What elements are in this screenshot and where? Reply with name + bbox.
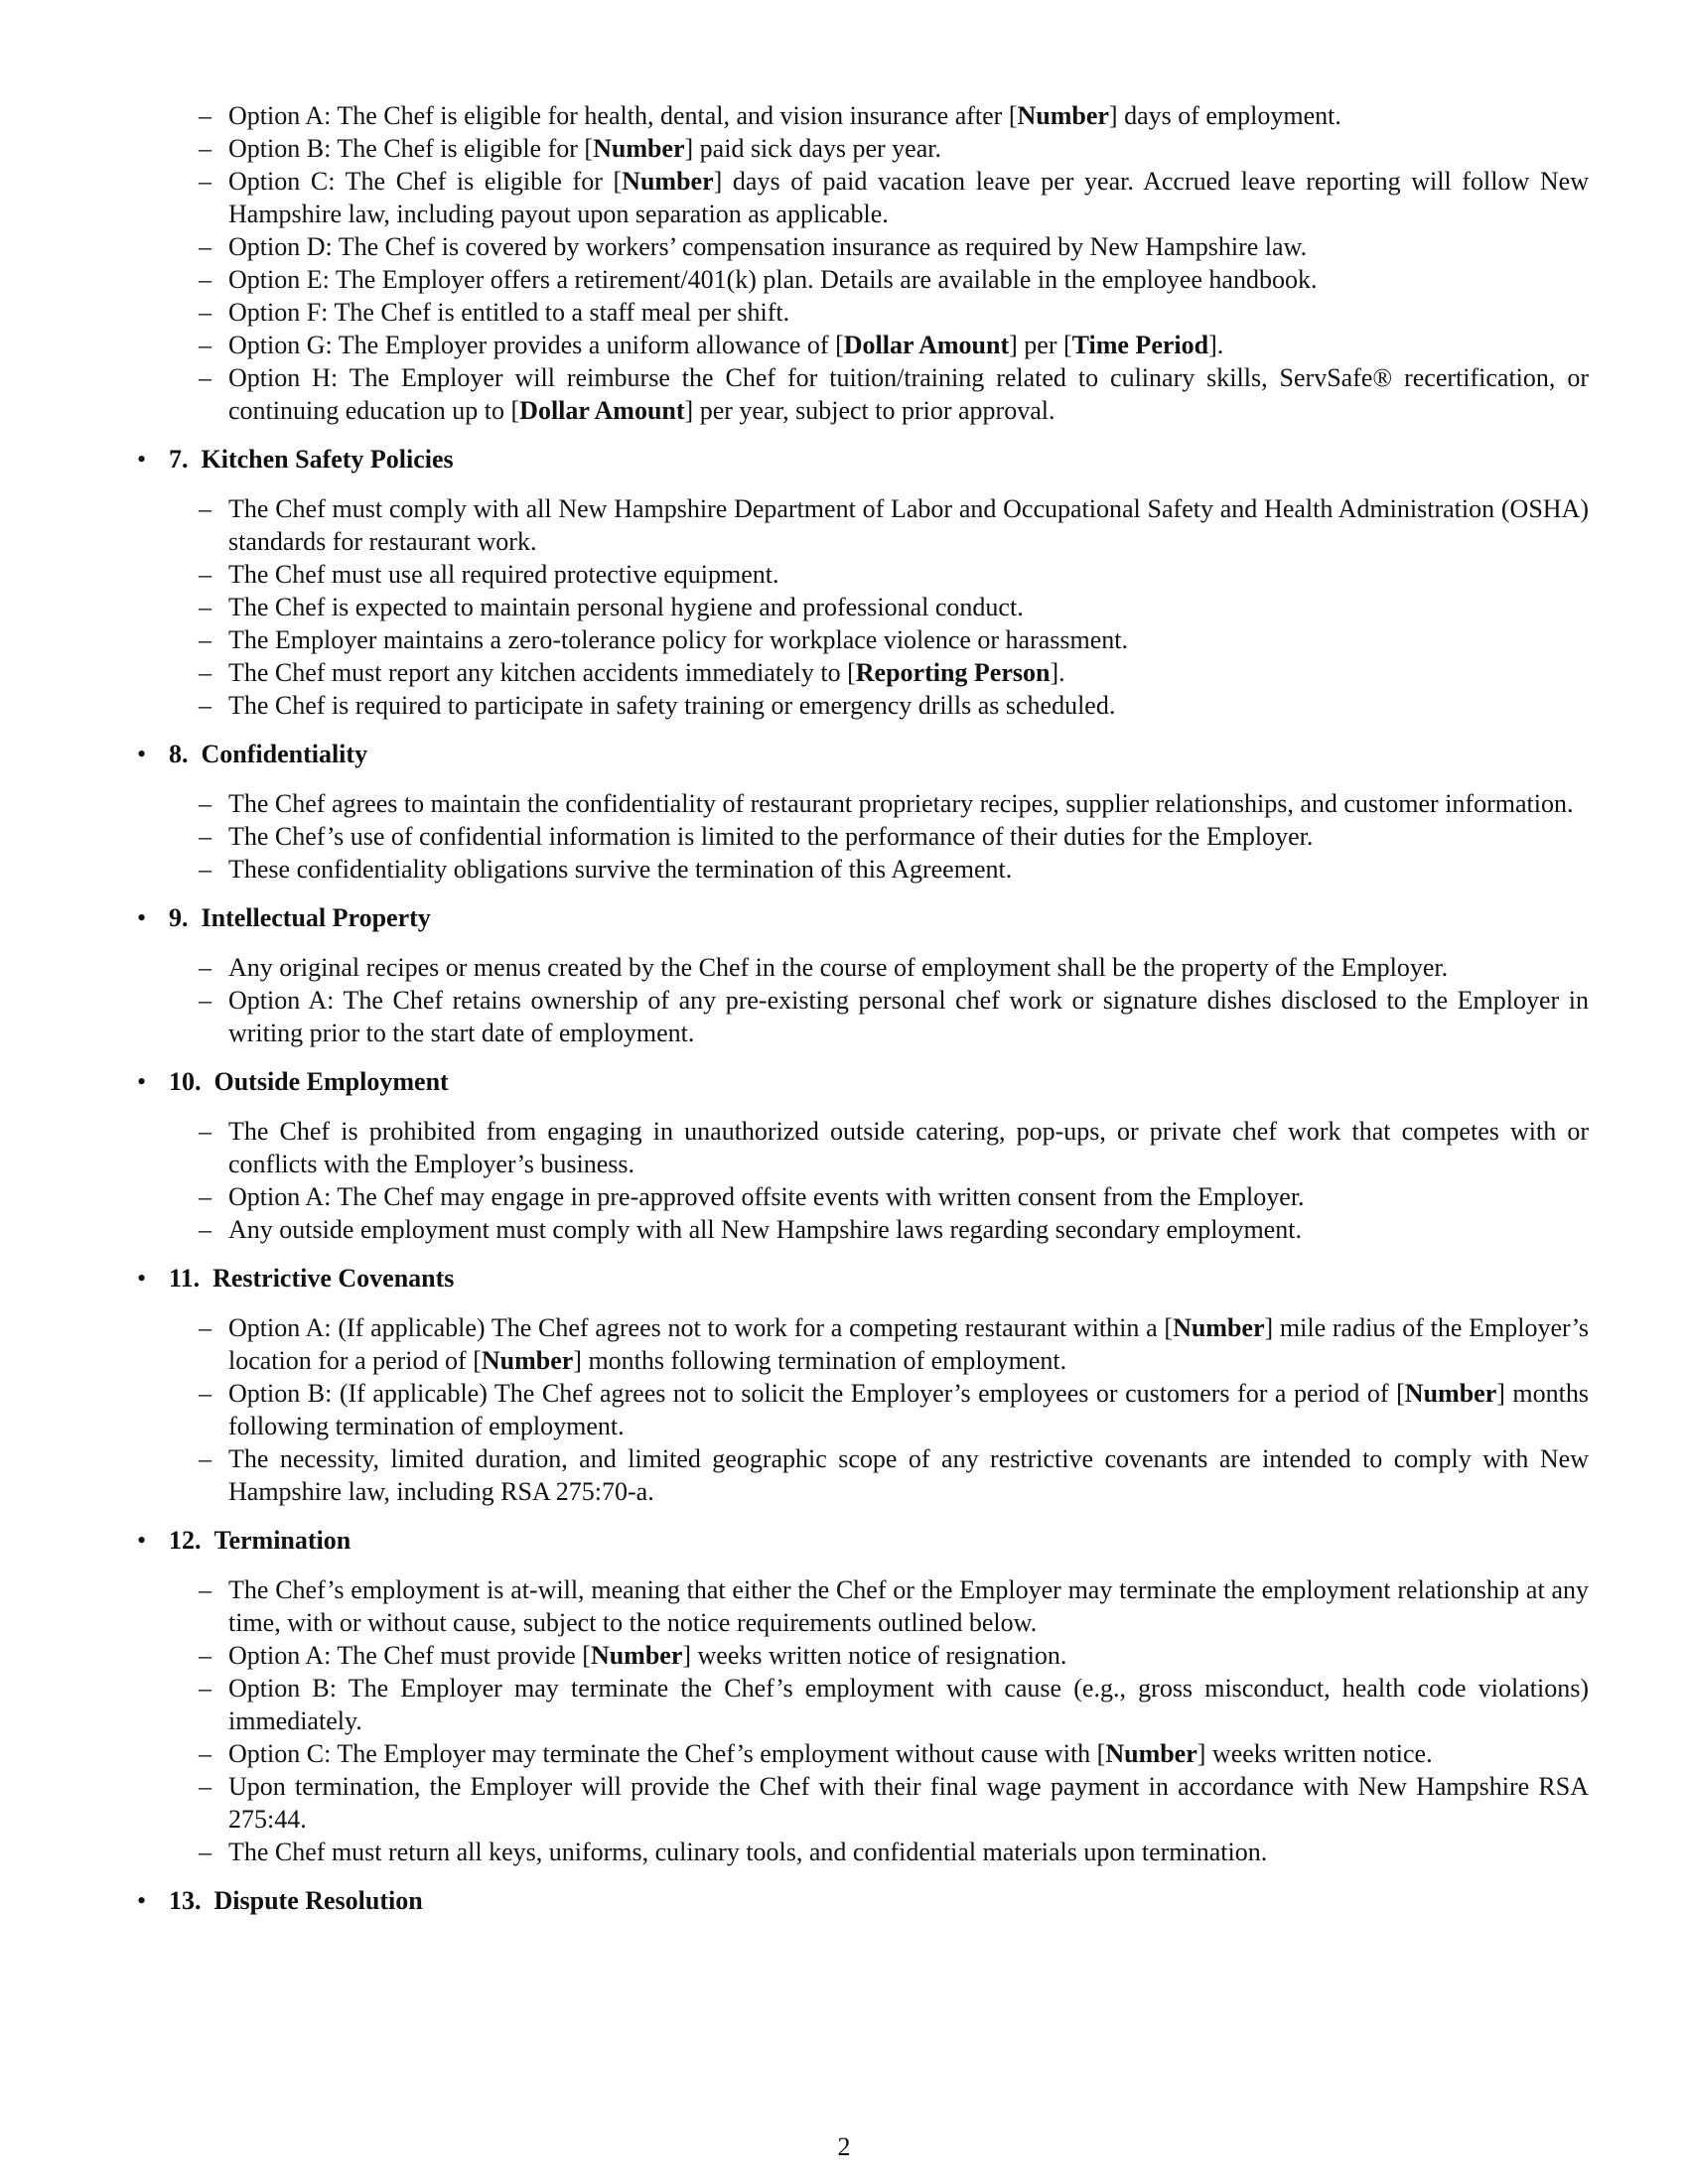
page-number: 2 bbox=[837, 2132, 851, 2161]
item-text: ] mile radius of the Employer’s location for a period of [ bbox=[228, 1313, 1590, 1375]
list-item bbox=[131, 329, 1589, 361]
list-item bbox=[131, 1672, 1589, 1737]
item-text: ]. bbox=[1208, 331, 1224, 359]
item-text: Option D: The Chef is covered by workers’ compensation insurance as required by New Hampshire law. bbox=[228, 232, 1308, 261]
list-item bbox=[131, 1442, 1589, 1508]
list-item bbox=[131, 853, 1589, 886]
item-text: ] weeks written notice. bbox=[1196, 1739, 1433, 1768]
item-text: Option A: The Chef is eligible for health, dental, and vision insurance after [ bbox=[228, 101, 1018, 130]
item-text: The Chef’s use of confidential information is limited to the performance of their duties for the Employer. bbox=[228, 822, 1314, 851]
item-text: Any outside employment must comply with all New Hampshire laws regarding secondary employment. bbox=[228, 1215, 1302, 1244]
dash-icon: – bbox=[199, 855, 211, 884]
dash-icon: – bbox=[199, 331, 211, 359]
list-item bbox=[131, 1213, 1589, 1246]
section-heading bbox=[131, 1524, 1589, 1557]
item-text: The necessity, limited duration, and limited geographic scope of any restrictive covenants are intended to comply with New Hampshire law, including RSA 275:70-a. bbox=[228, 1444, 1589, 1506]
item-text: Option E: The Employer offers a retirement/401(k) plan. Details are available in the employee handbook. bbox=[228, 265, 1318, 294]
dash-icon: – bbox=[199, 560, 211, 589]
item-text: ] weeks written notice of resignation. bbox=[682, 1641, 1067, 1670]
dash-icon: – bbox=[199, 363, 211, 392]
list-item bbox=[131, 1639, 1589, 1672]
item-text: Option B: The Employer may terminate the Chef’s employment with cause (e.g., gross misconduct, health code violations) immediately. bbox=[228, 1674, 1589, 1735]
section-heading bbox=[131, 1065, 1589, 1098]
item-text: The Chef is prohibited from engaging in unauthorized outside catering, pop-ups, or private chef work that competes with or conflicts with the Employer’s business. bbox=[228, 1117, 1589, 1178]
placeholder-field: Number bbox=[481, 1346, 574, 1375]
dash-icon: – bbox=[199, 1575, 211, 1604]
item-text: ] per [ bbox=[1009, 331, 1072, 359]
placeholder-field: Number bbox=[1105, 1739, 1197, 1768]
dash-icon: – bbox=[199, 691, 211, 720]
placeholder-field: Number bbox=[593, 134, 685, 163]
section-number: 10. bbox=[169, 1067, 202, 1096]
placeholder-field: Dollar Amount bbox=[843, 331, 1010, 359]
section-heading bbox=[131, 1884, 1589, 1917]
dash-icon: – bbox=[199, 822, 211, 851]
document-body bbox=[131, 99, 1589, 1934]
list-item bbox=[131, 132, 1589, 165]
section-heading bbox=[131, 443, 1589, 476]
item-text: The Chef is required to participate in safety training or emergency drills as scheduled. bbox=[228, 691, 1116, 720]
section-title: Outside Employment bbox=[213, 1067, 449, 1096]
item-text: ] paid sick days per year. bbox=[684, 134, 941, 163]
item-text: The Chef agrees to maintain the confidentiality of restaurant proprietary recipes, supplier relationships, and customer information. bbox=[228, 789, 1574, 818]
dash-icon: – bbox=[199, 1182, 211, 1211]
dash-icon: – bbox=[199, 134, 211, 163]
list-item bbox=[131, 1737, 1589, 1770]
list-item bbox=[131, 558, 1589, 591]
dash-icon: – bbox=[199, 1215, 211, 1244]
list-item bbox=[131, 984, 1589, 1049]
section-title: Dispute Resolution bbox=[213, 1886, 423, 1915]
bullet-icon: • bbox=[137, 740, 147, 768]
list-item bbox=[131, 820, 1589, 853]
item-text: ] months following termination of employment. bbox=[228, 1379, 1589, 1440]
item-text: ] per year, subject to prior approval. bbox=[684, 396, 1055, 425]
placeholder-field: Number bbox=[590, 1641, 683, 1670]
list-item bbox=[131, 296, 1589, 329]
placeholder-field: Number bbox=[1404, 1379, 1497, 1408]
dash-icon: – bbox=[199, 953, 211, 982]
placeholder-field: Time Period bbox=[1071, 331, 1209, 359]
list-item bbox=[131, 1770, 1589, 1836]
section-heading bbox=[131, 738, 1589, 770]
item-text: Any original recipes or menus created by the Chef in the course of employment shall be the property of the Employer. bbox=[228, 953, 1449, 982]
item-text: Option A: The Chef must provide [ bbox=[228, 1641, 591, 1670]
item-text: The Employer maintains a zero-tolerance policy for workplace violence or harassment. bbox=[228, 625, 1129, 654]
placeholder-field: Number bbox=[1173, 1313, 1265, 1342]
bullet-icon: • bbox=[137, 1264, 147, 1293]
item-text: ] days of employment. bbox=[1108, 101, 1341, 130]
placeholder-field: Reporting Person bbox=[855, 658, 1051, 687]
section-title: Confidentiality bbox=[201, 740, 368, 768]
item-text: Option C: The Chef is eligible for [ bbox=[228, 167, 623, 196]
dash-icon: – bbox=[199, 789, 211, 818]
dash-icon: – bbox=[199, 1379, 211, 1408]
list-item bbox=[131, 1573, 1589, 1639]
dash-icon: – bbox=[199, 1772, 211, 1801]
dash-icon: – bbox=[199, 593, 211, 621]
section-heading bbox=[131, 901, 1589, 934]
item-text: Option F: The Chef is entitled to a staff meal per shift. bbox=[228, 298, 790, 327]
dash-icon: – bbox=[199, 1674, 211, 1703]
list-item bbox=[131, 1180, 1589, 1213]
item-text: Option A: The Chef retains ownership of any pre-existing personal chef work or signature dishes disclosed to the Employer in writing prior to the start date of employment. bbox=[228, 986, 1589, 1047]
item-text: ]. bbox=[1050, 658, 1065, 687]
dash-icon: – bbox=[199, 1117, 211, 1146]
dash-icon: – bbox=[199, 265, 211, 294]
list-item bbox=[131, 591, 1589, 623]
item-text: These confidentiality obligations survive the termination of this Agreement. bbox=[228, 855, 1013, 884]
dash-icon: – bbox=[199, 1641, 211, 1670]
list-item bbox=[131, 623, 1589, 656]
section-title: Kitchen Safety Policies bbox=[201, 445, 454, 474]
list-item bbox=[131, 656, 1589, 689]
list-item bbox=[131, 99, 1589, 132]
item-text: ] months following termination of employment. bbox=[573, 1346, 1067, 1375]
dash-icon: – bbox=[199, 298, 211, 327]
placeholder-field: Number bbox=[622, 167, 714, 196]
dash-icon: – bbox=[199, 494, 211, 523]
bullet-icon: • bbox=[137, 1067, 147, 1096]
list-item bbox=[131, 361, 1589, 427]
item-text: Upon termination, the Employer will provide the Chef with their final wage payment in accordance with New Hampshire RSA 275:44. bbox=[228, 1772, 1589, 1834]
dash-icon: – bbox=[199, 1444, 211, 1473]
list-item bbox=[131, 263, 1589, 296]
item-text: Option B: (If applicable) The Chef agrees not to solicit the Employer’s employees or customers for a period of [ bbox=[228, 1379, 1405, 1408]
dash-icon: – bbox=[199, 167, 211, 196]
section-title: Termination bbox=[213, 1526, 352, 1555]
section-number: 8. bbox=[169, 740, 189, 768]
item-text: Option H: The Employer will reimburse the Chef for tuition/training related to culinary skills, ServSafe® recertification, or continuing education up to [ bbox=[228, 363, 1589, 425]
section-number: 13. bbox=[169, 1886, 202, 1915]
section-number: 12. bbox=[169, 1526, 202, 1555]
list-item bbox=[131, 1836, 1589, 1868]
list-item bbox=[131, 1115, 1589, 1180]
item-text: Option A: The Chef may engage in pre-approved offsite events with written consent from the Employer. bbox=[228, 1182, 1305, 1211]
item-text: Option B: The Chef is eligible for [ bbox=[228, 134, 594, 163]
dash-icon: – bbox=[199, 232, 211, 261]
list-item bbox=[131, 1311, 1589, 1377]
dash-icon: – bbox=[199, 625, 211, 654]
item-text: Option A: (If applicable) The Chef agrees not to work for a competing restaurant within a [ bbox=[228, 1313, 1174, 1342]
item-text: The Chef is expected to maintain personal hygiene and professional conduct. bbox=[228, 593, 1024, 621]
bullet-icon: • bbox=[137, 1526, 147, 1555]
item-text: The Chef’s employment is at-will, meaning that either the Chef or the Employer may terminate the employment relationship at any time, with or without cause, subject to the notice requirements outlined below. bbox=[228, 1575, 1589, 1637]
section-heading bbox=[131, 1262, 1589, 1295]
list-item bbox=[131, 951, 1589, 984]
list-item bbox=[131, 689, 1589, 722]
list-item bbox=[131, 787, 1589, 820]
item-text: The Chef must report any kitchen accidents immediately to [ bbox=[228, 658, 856, 687]
dash-icon: – bbox=[199, 1739, 211, 1768]
dash-icon: – bbox=[199, 658, 211, 687]
dash-icon: – bbox=[199, 101, 211, 130]
item-text: Option G: The Employer provides a uniform allowance of [ bbox=[228, 331, 844, 359]
section-number: 11. bbox=[169, 1264, 201, 1293]
placeholder-field: Number bbox=[1017, 101, 1109, 130]
section-number: 7. bbox=[169, 445, 189, 474]
bullet-icon: • bbox=[137, 903, 147, 932]
dash-icon: – bbox=[199, 1838, 211, 1866]
list-item bbox=[131, 1377, 1589, 1442]
item-text: The Chef must return all keys, uniforms, culinary tools, and confidential materials upon termination. bbox=[228, 1838, 1268, 1866]
item-text: ] days of paid vacation leave per year. Accrued leave reporting will follow New Hampshire law, including payout upon separation as applicable. bbox=[228, 167, 1589, 228]
section-title: Intellectual Property bbox=[201, 903, 431, 932]
item-text: Option C: The Employer may terminate the Chef’s employment without cause with [ bbox=[228, 1739, 1106, 1768]
dash-icon: – bbox=[199, 986, 211, 1015]
bullet-icon: • bbox=[137, 1886, 147, 1915]
list-item bbox=[131, 230, 1589, 263]
item-text: The Chef must comply with all New Hampshire Department of Labor and Occupational Safety and Health Administration (OSHA) standards for restaurant work. bbox=[228, 494, 1589, 556]
list-item bbox=[131, 165, 1589, 230]
section-number: 9. bbox=[169, 903, 189, 932]
placeholder-field: Dollar Amount bbox=[519, 396, 685, 425]
bullet-icon: • bbox=[137, 445, 147, 474]
list-item bbox=[131, 492, 1589, 558]
section-title: Restrictive Covenants bbox=[212, 1264, 455, 1293]
item-text: The Chef must use all required protective equipment. bbox=[228, 560, 779, 589]
dash-icon: – bbox=[199, 1313, 211, 1342]
